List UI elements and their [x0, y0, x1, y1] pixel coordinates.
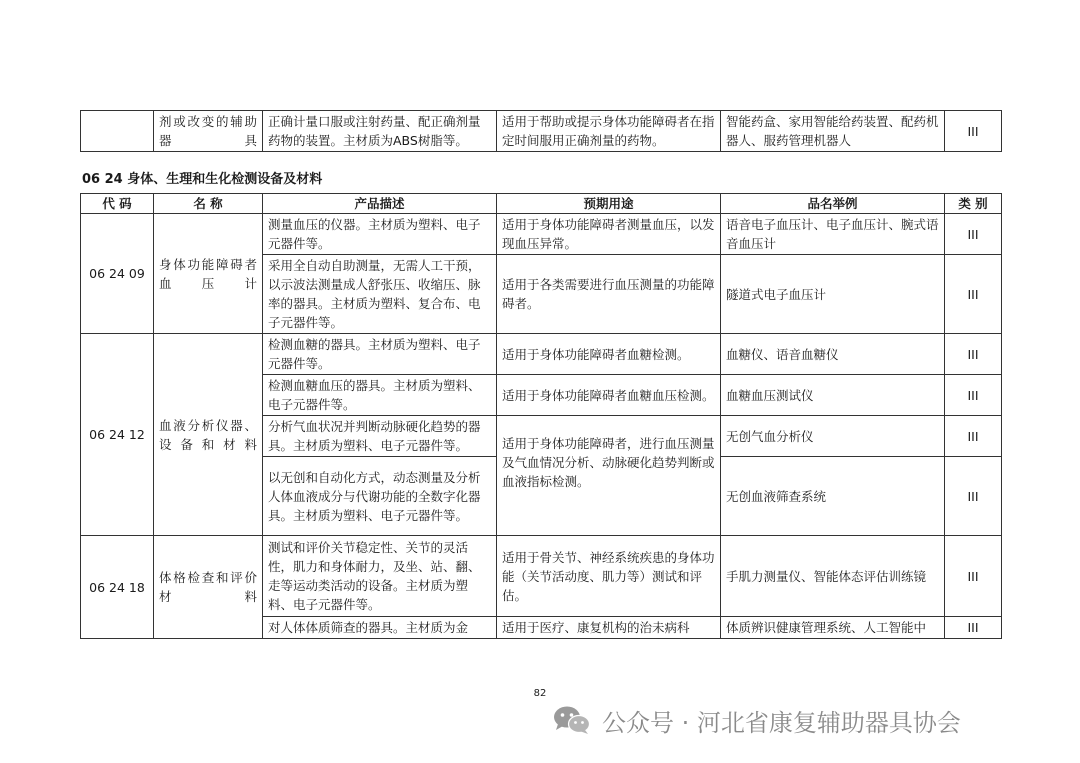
table-row [81, 111, 1002, 152]
examples-cell: 体质辨识健康管理系统、人工智能中 [721, 617, 945, 639]
category-cell: III [945, 617, 1002, 639]
watermark [552, 704, 961, 736]
header-code: 代 码 [81, 194, 154, 214]
category-cell: III [945, 416, 1002, 457]
use-cell: 适用于身体功能障碍者血糖血压检测。 [497, 375, 721, 416]
category-cell: III [945, 457, 1002, 536]
description-cell: 正确计量口服或注射药量、配正确剂量药物的装置。主材质为ABS树脂等。 [263, 111, 497, 152]
header-examples: 品名举例 [721, 194, 945, 214]
description-cell: 以无创和自动化方式，动态测量及分析人体血液成分与代谢功能的全数字化器具。主材质为塑料、电子元器件等。 [263, 457, 497, 536]
examples-cell: 语音电子血压计、电子血压计、腕式语音血压计 [721, 214, 945, 255]
header-category: 类 别 [945, 194, 1002, 214]
category-cell: III [945, 334, 1002, 375]
description-cell: 测量血压的仪器。主材质为塑料、电子元器件等。 [263, 214, 497, 255]
name-cell: 剂或改变的辅助器具 [154, 111, 263, 152]
use-cell: 适用于帮助或提示身体功能障碍者在指定时间服用正确剂量的药物。 [497, 111, 721, 152]
table-header-row [81, 194, 1002, 214]
use-cell: 适用于身体功能障碍者血糖检测。 [497, 334, 721, 375]
use-cell: 适用于身体功能障碍者，进行血压测量及气血情况分析、动脉硬化趋势判断或血液指标检测。 [497, 416, 721, 536]
code-cell: 06 24 12 [81, 334, 154, 536]
examples-cell: 手肌力测量仪、智能体态评估训练镜 [721, 536, 945, 617]
examples-cell: 血糖血压测试仪 [721, 375, 945, 416]
category-cell: III [945, 111, 1002, 152]
use-cell: 适用于骨关节、神经系统疾患的身体功能（关节活动度、肌力等）测试和评估。 [497, 536, 721, 617]
table-row [81, 334, 1002, 375]
description-cell: 采用全自动自助测量，无需人工干预，以示波法测量成人舒张压、收缩压、脉率的器具。主材质为塑料、复合布、电子元器件等。 [263, 255, 497, 334]
description-cell: 分析气血状况并判断动脉硬化趋势的器具。主材质为塑料、电子元器件等。 [263, 416, 497, 457]
use-cell: 适用于医疗、康复机构的治未病科 [497, 617, 721, 639]
header-use: 预期用途 [497, 194, 721, 214]
code-cell [81, 111, 154, 152]
products-table [80, 193, 1002, 639]
wechat-icon [552, 705, 592, 735]
examples-cell: 智能药盒、家用智能给药装置、配药机器人、服药管理机器人 [721, 111, 945, 152]
name-cell: 血液分析仪器、设备和材料 [154, 334, 263, 536]
use-cell: 适用于身体功能障碍者测量血压，以发现血压异常。 [497, 214, 721, 255]
code-cell: 06 24 09 [81, 214, 154, 334]
header-name: 名 称 [154, 194, 263, 214]
examples-cell: 隧道式电子血压计 [721, 255, 945, 334]
category-cell: III [945, 255, 1002, 334]
description-cell: 检测血糖的器具。主材质为塑料、电子元器件等。 [263, 334, 497, 375]
description-cell: 对人体体质筛查的器具。主材质为金 [263, 617, 497, 639]
name-cell: 身体功能障碍者血压计 [154, 214, 263, 334]
use-cell: 适用于各类需要进行血压测量的功能障碍者。 [497, 255, 721, 334]
category-cell: III [945, 536, 1002, 617]
examples-cell: 无创气血分析仪 [721, 416, 945, 457]
description-cell: 检测血糖血压的器具。主材质为塑料、电子元器件等。 [263, 375, 497, 416]
examples-cell: 血糖仪、语音血糖仪 [721, 334, 945, 375]
category-cell: III [945, 214, 1002, 255]
page-number: 82 [533, 688, 547, 699]
name-cell: 体格检查和评价材料 [154, 536, 263, 639]
category-cell: III [945, 375, 1002, 416]
examples-cell: 无创血液筛查系统 [721, 457, 945, 536]
table-row [81, 214, 1002, 255]
description-cell: 测试和评价关节稳定性、关节的灵活性，肌力和身体耐力，及坐、站、翻、走等运动类活动的设备。主材质为塑料、电子元器件等。 [263, 536, 497, 617]
section-title: 06 24 身体、生理和生化检测设备及材料 [82, 172, 323, 187]
table-row [81, 536, 1002, 617]
code-cell: 06 24 18 [81, 536, 154, 639]
watermark-text: 公众号 · 河北省康复辅助器具协会 [602, 708, 961, 737]
header-description: 产品描述 [263, 194, 497, 214]
continuation-table [80, 110, 1002, 152]
